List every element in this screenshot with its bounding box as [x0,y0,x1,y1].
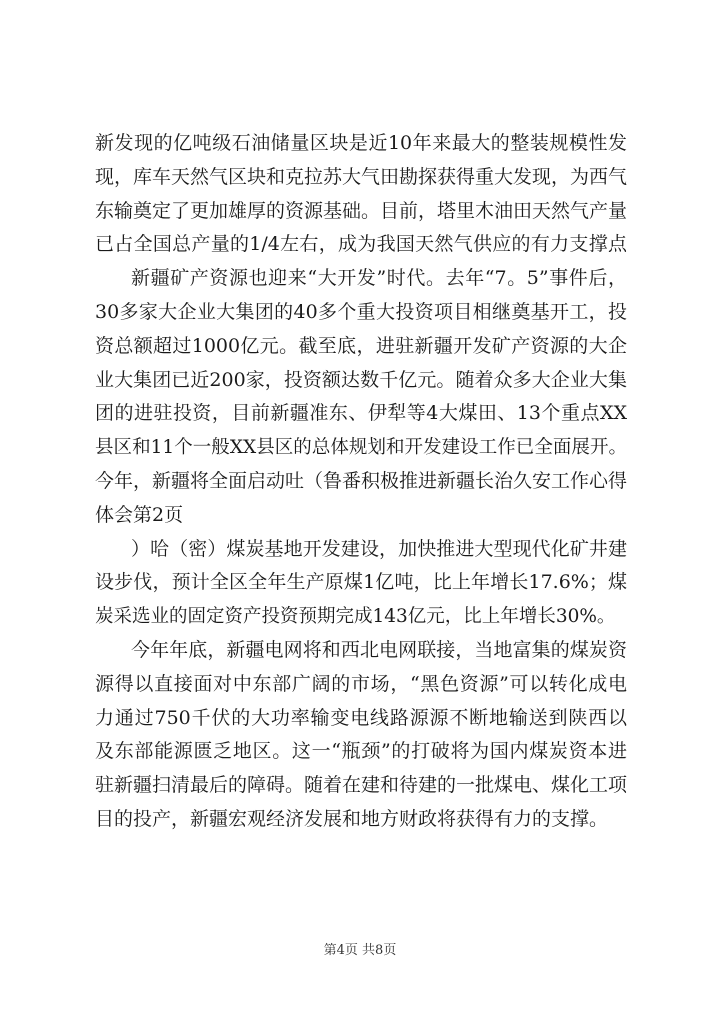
text-line: 团的进驻投资，目前新疆准东、伊犁等4大煤田、13个重点XX [95,402,627,425]
text-line: 今年年底，新疆电网将和西北电网联接，当地富集的煤炭资 [131,638,627,661]
text-line: 体会第2页 [95,503,184,526]
text-line: 驻新疆扫清最后的障碍。随着在建和待建的一批煤电、煤化工项 [95,774,628,797]
text-line: 新疆矿产资源也迎来“大开发”时代。去年“7。5”事件后， [131,267,627,290]
text-line: 及东部能源匮乏地区。这一“瓶颈”的打破将为国内煤炭资本进 [95,740,627,763]
text-line: 目的投产，新疆宏观经济发展和地方财政将获得有力的支撑。 [95,807,609,830]
text-line: 30多家大企业大集团的40多个重大投资项目相继奠基开工，投 [95,300,627,323]
body-text [95,127,627,837]
text-line: ）哈（密）煤炭基地开发建设，加快推进大型现代化矿井建 [131,537,627,560]
text-line: 今年，新疆将全面启动吐（鲁番积极推进新疆长治久安工作心得 [95,469,628,492]
text-line: 业大集团已近200家，投资额达数千亿元。随着众多大企业大集 [95,368,627,391]
text-line: 设步伐，预计全区全年生产原煤1亿吨，比上年增长17.6%；煤 [95,571,627,594]
text-line: 源得以直接面对中东部广阔的市场，“黑色资源”可以转化成电 [95,672,627,695]
text-line: 东输奠定了更加雄厚的资源基础。目前，塔里木油田天然气产量 [95,199,628,222]
text-line: 炭采选业的固定资产投资预期完成143亿元，比上年增长30%。 [95,606,616,628]
text-line: 新发现的亿吨级石油储量区块是近10年来最大的整装规模性发 [95,132,627,154]
text-line: 力通过750千伏的大功率输变电线路源源不断地输送到陕西以 [95,706,627,729]
text-line: 资总额超过1000亿元。截至底，进驻新疆开发矿产资源的大企 [95,334,627,357]
text-line: 已占全国总产量的1/4左右，成为我国天然气供应的有力支撑点 [95,233,627,256]
text-line: 现，库车天然气区块和克拉苏大气田勘探获得重大发现，为西气 [95,165,628,188]
text-line: 县区和11个一般XX县区的总体规划和开发建设工作已全面展开。 [95,437,627,459]
page-footer: 第4页 共8页 [323,943,397,958]
